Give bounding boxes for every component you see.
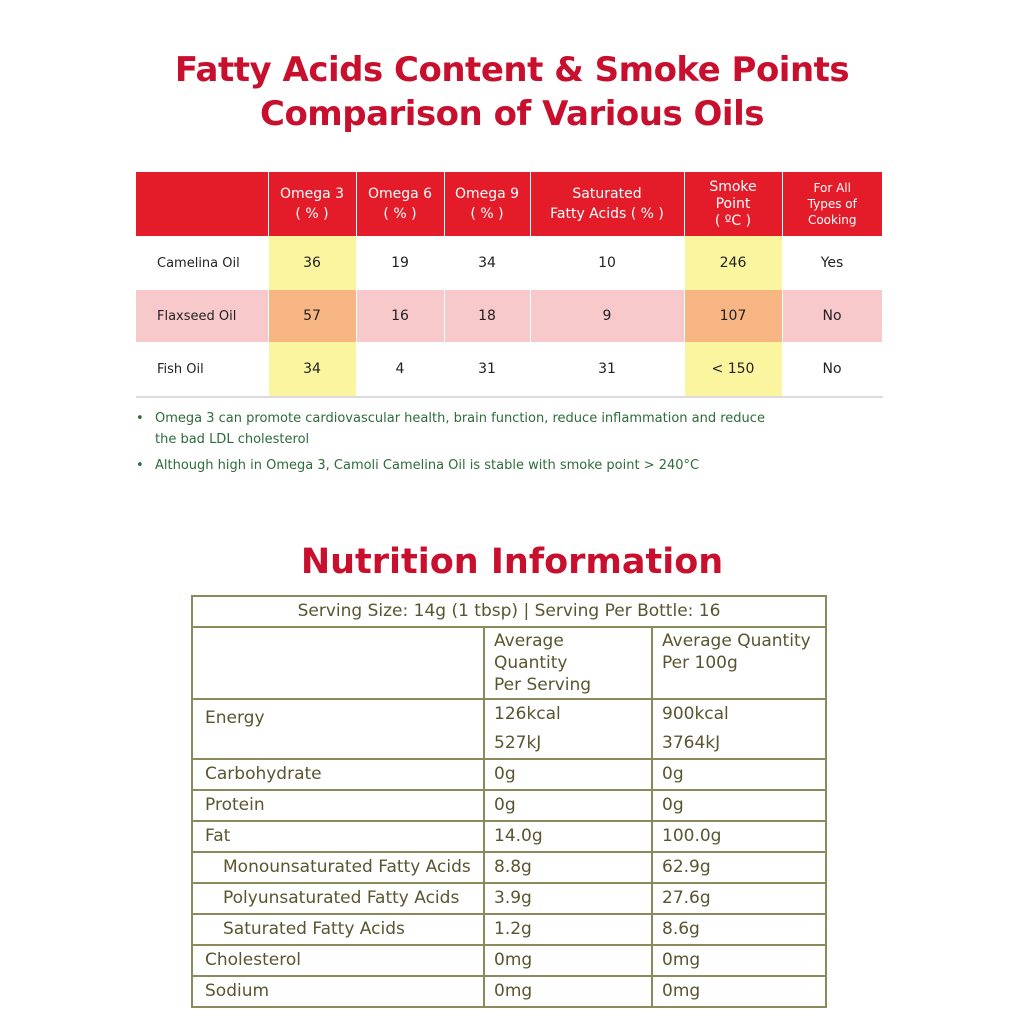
per-100g-value: 62.9g <box>652 852 826 883</box>
header-omega-6: Omega 6 ( % ) <box>356 172 444 236</box>
nutrient-label: Protein <box>192 790 484 821</box>
table-row <box>192 790 826 821</box>
per-serving-value: 1.2g <box>484 914 652 945</box>
per-serving-value: 0mg <box>484 945 652 976</box>
header-oil <box>136 172 268 236</box>
smoke-point-value: < 150 <box>684 342 782 397</box>
per-100g-value: 0g <box>652 759 826 790</box>
bullet-icon: • <box>136 411 144 426</box>
table-row <box>136 236 882 290</box>
cooking-value: No <box>782 342 882 397</box>
table-row <box>192 945 826 976</box>
page-title-line-2: Comparison of Various Oils <box>260 94 764 134</box>
note-text: the bad LDL cholesterol <box>155 432 310 447</box>
omega-3-value: 57 <box>268 290 356 342</box>
per-100g-value: 8.6g <box>652 914 826 945</box>
serving-size: Serving Size: 14g (1 tbsp) | Serving Per Bottle: 16 <box>192 596 826 627</box>
per-serving-value: 14.0g <box>484 821 652 852</box>
header-omega-3: Omega 3 ( % ) <box>268 172 356 236</box>
sfa-value: 9 <box>530 290 684 342</box>
per-100g-value: 0g <box>652 790 826 821</box>
header-for-all-cooking: For All Types of Cooking <box>782 172 882 236</box>
nutrient-label: Cholesterol <box>192 945 484 976</box>
table-row <box>192 852 826 883</box>
serving-row <box>192 596 826 627</box>
oil-name: Fish Oil <box>136 342 268 397</box>
per-serving-value: 3.9g <box>484 883 652 914</box>
table-row <box>192 699 826 759</box>
header-blank <box>192 627 484 699</box>
nutrient-label: Fat <box>192 821 484 852</box>
omega-3-value: 36 <box>268 236 356 290</box>
header-saturated-fatty-acids: Saturated Fatty Acids ( % ) <box>530 172 684 236</box>
oil-name: Flaxseed Oil <box>136 290 268 342</box>
list-item <box>136 455 836 476</box>
smoke-point-value: 107 <box>684 290 782 342</box>
per-100g-value: 900kcal 3764kJ <box>652 699 826 759</box>
cooking-value: No <box>782 290 882 342</box>
list-item <box>136 408 836 450</box>
omega-9-value: 18 <box>444 290 530 342</box>
per-serving-value: 0g <box>484 759 652 790</box>
notes-list <box>136 408 836 481</box>
table-row <box>192 759 826 790</box>
page-title-line-1: Fatty Acids Content & Smoke Points <box>174 50 850 90</box>
nutrient-label: Carbohydrate <box>192 759 484 790</box>
nutrient-label: Polyunsaturated Fatty Acids <box>192 883 484 914</box>
sfa-value: 31 <box>530 342 684 397</box>
table-header-row <box>136 172 882 236</box>
nutrient-label: Sodium <box>192 976 484 1007</box>
omega-3-value: 34 <box>268 342 356 397</box>
omega-6-value: 16 <box>356 290 444 342</box>
header-per-serving: Average Quantity Per Serving <box>484 627 652 699</box>
per-100g-value: 27.6g <box>652 883 826 914</box>
table-row <box>192 914 826 945</box>
per-100g-value: 0mg <box>652 976 826 1007</box>
omega-9-value: 34 <box>444 236 530 290</box>
oil-name: Camelina Oil <box>136 236 268 290</box>
per-100g-value: 0mg <box>652 945 826 976</box>
omega-6-value: 19 <box>356 236 444 290</box>
per-serving-value: 0g <box>484 790 652 821</box>
nutrient-label: Saturated Fatty Acids <box>192 914 484 945</box>
note-text: Omega 3 can promote cardiovascular health, brain function, reduce inflammation and reduce <box>155 411 765 426</box>
table-row <box>136 342 882 397</box>
per-serving-value: 8.8g <box>484 852 652 883</box>
smoke-point-value: 246 <box>684 236 782 290</box>
table-row <box>192 883 826 914</box>
header-per-100g: Average Quantity Per 100g <box>652 627 826 699</box>
nutrition-table <box>191 595 827 1008</box>
table-row <box>192 976 826 1007</box>
omega-6-value: 4 <box>356 342 444 397</box>
bullet-icon: • <box>136 458 144 473</box>
header-row <box>192 627 826 699</box>
per-100g-value: 100.0g <box>652 821 826 852</box>
omega-9-value: 31 <box>444 342 530 397</box>
nutrition-title: Nutrition Information <box>300 542 724 582</box>
cooking-value: Yes <box>782 236 882 290</box>
sfa-value: 10 <box>530 236 684 290</box>
table-row <box>192 821 826 852</box>
header-omega-9: Omega 9 ( % ) <box>444 172 530 236</box>
nutrient-label: Energy <box>192 699 484 759</box>
table-row <box>136 290 882 342</box>
per-serving-value: 0mg <box>484 976 652 1007</box>
header-smoke-point: Smoke Point ( ºC ) <box>684 172 782 236</box>
note-text: Although high in Omega 3, Camoli Camelina Oil is stable with smoke point > 240°C <box>155 458 700 473</box>
per-serving-value: 126kcal 527kJ <box>484 699 652 759</box>
fatty-acids-table <box>136 172 883 398</box>
nutrient-label: Monounsaturated Fatty Acids <box>192 852 484 883</box>
